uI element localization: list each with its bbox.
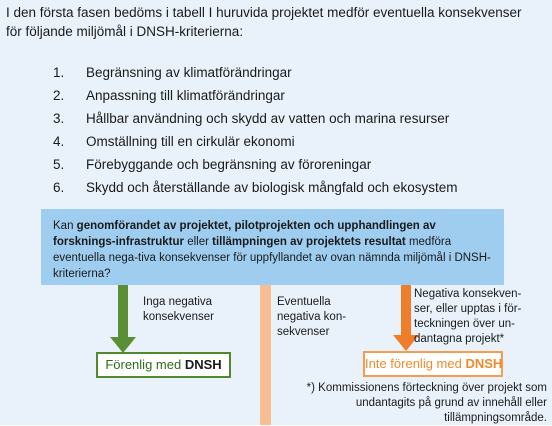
criteria-list: [53, 61, 457, 199]
compatible-result-dnsh: DNSH: [184, 357, 222, 372]
list-item: [53, 61, 457, 84]
list-item-number: 2.: [53, 88, 65, 103]
question-emphasis-2: tillämpningen av projektets resultat: [212, 236, 406, 248]
list-item-label: Anpassning till klimatförändringar: [86, 88, 285, 103]
intro-text: I den första fasen bedöms i tabell I huruvida projektet medför eventuella konsekvenser för följande miljömål i DNSH-kriterierna:: [6, 5, 522, 39]
down-arrow-green-icon: [110, 285, 136, 353]
negative-consequences-line-4: dantagna projekt*: [414, 333, 505, 345]
list-item-label: Hållbar användning och skydd av vatten och marina resurser: [86, 111, 450, 126]
list-item-number: 4.: [53, 134, 65, 149]
question-text-1: Kan: [53, 220, 77, 232]
list-item-label: Förebyggande och begränsning av föroreningar: [86, 157, 372, 172]
question-text-2: eller: [184, 236, 213, 248]
footnote: *) Kommissionens förteckning över projekt som undantagits på grund av innehåll eller tillämpningsområde.: [306, 382, 547, 424]
list-item: [53, 130, 457, 153]
list-item: [53, 176, 457, 199]
possible-consequences-label: [277, 295, 346, 340]
negative-consequences-line-2: ser, eller upptas i för-: [414, 303, 522, 315]
no-consequences-line-2: konsekvenser: [143, 311, 214, 323]
possible-consequences-line-1: Eventuella: [277, 296, 331, 308]
list-item: [53, 107, 457, 130]
question-box: [41, 209, 504, 285]
not-compatible-result-dnsh: DNSH: [465, 356, 503, 371]
possible-consequences-line-3: sekvenser: [277, 326, 330, 338]
question-emphasis-1: genomförandet av projektet, pilotprojekten och upphandlingen av forsknings-infrastruktur: [53, 220, 436, 248]
negative-consequences-label: [414, 287, 521, 347]
list-item-number: 6.: [53, 180, 65, 195]
list-item: [53, 84, 457, 107]
list-item-label: Skydd och återställande av biologisk mångfald och ekosystem: [86, 180, 458, 195]
list-item-number: 5.: [53, 157, 65, 172]
possible-consequences-line-2: negativa kon-: [277, 311, 347, 323]
no-consequences-label: [143, 295, 214, 325]
list-item-label: Begränsning av klimatförändringar: [86, 65, 292, 80]
list-item: [53, 153, 457, 176]
not-compatible-result-text: Inte förenlig med: [365, 356, 466, 371]
list-item-number: 3.: [53, 111, 65, 126]
negative-consequences-line-1: Negativa konsekven-: [414, 288, 522, 300]
list-item-label: Omställning till en cirkulär ekonomi: [86, 134, 295, 149]
possible-consequences-bar: [260, 285, 271, 425]
compatible-result-text: Förenlig med: [105, 357, 185, 372]
list-item-number: 1.: [53, 65, 65, 80]
question-text-3: medföra eventuella nega-tiva konsekvenser för uppfyllandet av ovan nämnda miljömål i DNSH-kriterierna?: [53, 236, 491, 280]
compatible-result-box: [96, 352, 231, 378]
negative-consequences-line-3: teckningen över un-: [414, 318, 516, 330]
not-compatible-result-box: [363, 351, 503, 377]
no-consequences-line-1: Inga negativa: [143, 296, 213, 308]
